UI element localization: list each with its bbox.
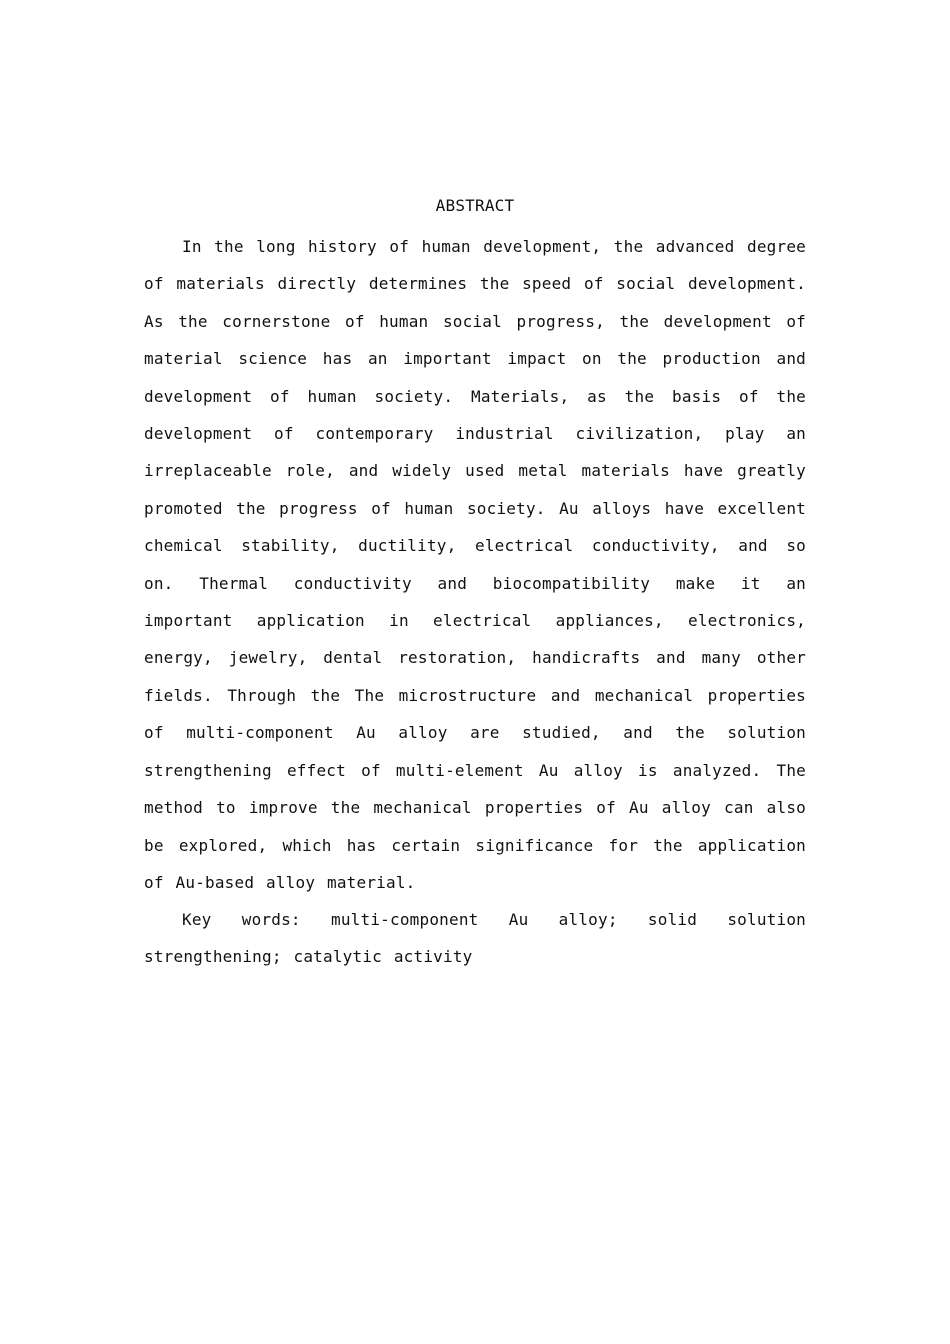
abstract-title: ABSTRACT (435, 196, 515, 215)
abstract-paragraph: In the long history of human development, the advanced degree of materials directly determines the speed of social development. As the cornerstone of human social progress, the development of material science has an important impact on the production and development of human society. Materials, as the basis of the development of contemporary industrial civilization, play an irreplaceable role, and widely used metal materials have greatly promoted the progress of human society. Au alloys have excellent chemical stability, ductility, electrical conductivity, and so on. Thermal conductivity and biocompatibility make it an important application in electrical appliances, electronics, energy, jewelry, dental restoration, handicrafts and many other fields. Through the The microstructure and mechanical properties of multi-component Au alloy are studied, and the solution strengthening effect of multi-element Au alloy is analyzed. The method to improve the mechanical properties of Au alloy can also be explored, which has certain significance for the application of Au-based alloy material. (144, 237, 806, 892)
keywords-line: Key words: multi-component Au alloy; solid solution strengthening; catalytic activity (144, 910, 806, 967)
abstract-section (144, 193, 806, 975)
